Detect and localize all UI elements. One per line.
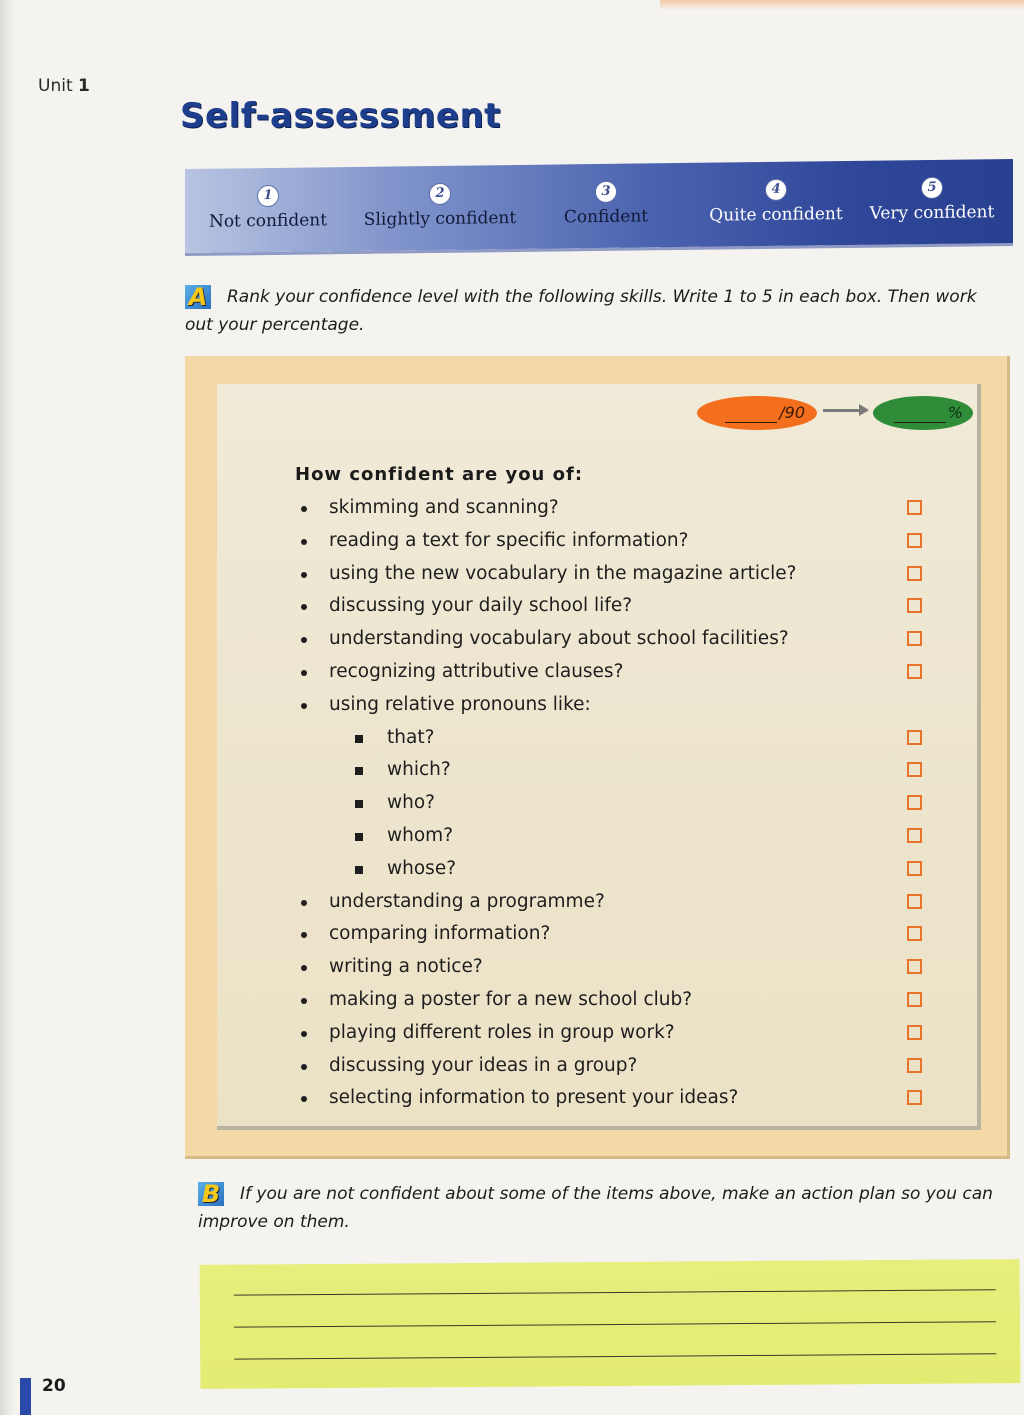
rating-box[interactable]: [907, 1025, 922, 1040]
checklist-item-label: making a poster for a new school club?: [329, 988, 693, 1010]
checklist-subitem: [217, 820, 977, 853]
rating-box[interactable]: [907, 894, 922, 909]
rating-box[interactable]: [907, 926, 922, 941]
bullet-icon: [301, 539, 307, 545]
scale-label: Quite confident: [709, 204, 843, 226]
score-field[interactable]: [697, 396, 817, 430]
bullet-icon: [301, 1096, 307, 1102]
scale-label: Confident: [563, 206, 649, 228]
bullet-icon: [301, 703, 307, 709]
checklist-item: [217, 623, 977, 656]
scale-item-1: [185, 183, 351, 232]
section-b-instruction: [198, 1180, 1013, 1236]
checklist-item-label: writing a notice?: [329, 956, 483, 978]
scale-number: 2: [429, 183, 451, 205]
confidence-scale-bar: [185, 159, 1013, 253]
checklist-item-label: recognizing attributive clauses?: [329, 660, 624, 682]
percent-sign: %: [947, 403, 963, 422]
bullet-icon: [301, 900, 307, 906]
rating-box[interactable]: [907, 566, 922, 581]
scale-number: 3: [595, 181, 617, 203]
square-bullet-icon: [355, 767, 363, 775]
page-tab: [20, 1378, 31, 1415]
checklist-subitem: [217, 853, 977, 886]
checklist-item: [217, 1017, 977, 1050]
section-a-letter: A: [185, 285, 211, 309]
checklist-subitem: [217, 754, 977, 787]
rating-box[interactable]: [907, 500, 922, 515]
scale-item-3: [523, 179, 689, 228]
square-bullet-icon: [355, 735, 363, 743]
unit-number: 1: [78, 76, 90, 96]
rating-box[interactable]: [907, 762, 922, 777]
checklist-item-label: playing different roles in group work?: [329, 1021, 675, 1043]
scale-item-4: [693, 177, 859, 226]
checklist-item: [217, 1050, 977, 1083]
scale-number: 5: [921, 177, 943, 199]
checklist-item-label: understanding vocabulary about school facilities?: [329, 628, 789, 650]
checklist-item: [217, 1082, 977, 1115]
checklist-item-label: using relative pronouns like:: [329, 693, 591, 715]
arrow-icon: [823, 409, 867, 412]
checklist-items: [217, 492, 977, 1115]
unit-prefix: Unit: [38, 76, 73, 96]
square-bullet-icon: [355, 800, 363, 808]
checklist-item: [217, 886, 977, 919]
rating-box[interactable]: [907, 959, 922, 974]
bullet-icon: [301, 572, 307, 578]
bullet-icon: [301, 604, 307, 610]
rating-box[interactable]: [907, 730, 922, 745]
unit-label: [38, 76, 90, 96]
bullet-icon: [301, 1064, 307, 1070]
page-title: Self-assessment: [180, 96, 501, 136]
checklist-item-label: using the new vocabulary in the magazine article?: [329, 562, 797, 584]
scale-item-5: [849, 175, 1015, 224]
writing-line[interactable]: [234, 1289, 996, 1295]
checklist-item: [217, 558, 977, 591]
rating-box[interactable]: [907, 598, 922, 613]
percentage-blank[interactable]: [894, 404, 946, 423]
rating-box[interactable]: [907, 795, 922, 810]
bullet-icon: [301, 932, 307, 938]
checklist-item-label: that?: [387, 726, 435, 748]
checklist-panel: [185, 356, 1010, 1159]
checklist-item-label: who?: [387, 792, 435, 814]
checklist-card: [217, 384, 981, 1130]
checklist-item: [217, 590, 977, 623]
section-b-text: If you are not confident about some of the items above, make an action plan so you can improve on them.: [198, 1184, 993, 1232]
square-bullet-icon: [355, 866, 363, 874]
rating-box[interactable]: [907, 1058, 922, 1073]
rating-box[interactable]: [907, 533, 922, 548]
bullet-icon: [301, 637, 307, 643]
page-edge: [0, 0, 14, 1415]
score-blank[interactable]: [725, 404, 777, 423]
checklist-item-label: skimming and scanning?: [329, 497, 559, 518]
rating-box[interactable]: [907, 992, 922, 1007]
checklist-item: [217, 984, 977, 1017]
rating-box[interactable]: [907, 828, 922, 843]
checklist-item: [217, 951, 977, 984]
scale-label: Slightly confident: [363, 208, 517, 230]
section-a-instruction: [185, 283, 985, 339]
checklist-item-label: reading a text for specific information?: [329, 529, 689, 551]
top-bleed: [660, 0, 1024, 10]
checklist-subitem: [217, 787, 977, 820]
rating-box[interactable]: [907, 861, 922, 876]
checklist-item-label: selecting information to present your ideas?: [329, 1087, 739, 1109]
checklist-heading: How confident are you of:: [295, 464, 584, 485]
scale-number: 1: [257, 185, 279, 207]
bullet-icon: [301, 506, 307, 512]
rating-box[interactable]: [907, 631, 922, 646]
scale-label: Very confident: [869, 202, 995, 224]
checklist-item-label: whose?: [387, 857, 457, 879]
writing-line[interactable]: [234, 1353, 996, 1359]
rating-box[interactable]: [907, 1090, 922, 1105]
checklist-subitem: [217, 722, 977, 755]
checklist-item: [217, 492, 977, 525]
scale-item-2: [357, 181, 523, 230]
bullet-icon: [301, 998, 307, 1004]
checklist-item-label: discussing your daily school life?: [329, 595, 633, 617]
page-number: 20: [42, 1376, 66, 1396]
checklist-item: [217, 656, 977, 689]
bullet-icon: [301, 670, 307, 676]
scale-number: 4: [765, 179, 787, 201]
checklist-item-label: comparing information?: [329, 923, 551, 945]
checklist-item-label: which?: [387, 759, 451, 781]
rating-box[interactable]: [907, 664, 922, 679]
checklist-item: [217, 918, 977, 951]
score-denominator: /90: [779, 403, 805, 422]
checklist-item-label: discussing your ideas in a group?: [329, 1054, 638, 1076]
section-a-text: Rank your confidence level with the following skills. Write 1 to 5 in each box. Then work out your percentage.: [185, 287, 977, 335]
checklist-item-label: whom?: [387, 824, 454, 846]
percentage-field[interactable]: [873, 396, 973, 430]
section-b-letter: B: [198, 1182, 224, 1206]
checklist-item-label: understanding a programme?: [329, 890, 605, 912]
bullet-icon: [301, 965, 307, 971]
checklist-item: [217, 689, 977, 722]
action-plan-area[interactable]: [200, 1259, 1021, 1389]
square-bullet-icon: [355, 833, 363, 841]
bullet-icon: [301, 1031, 307, 1037]
checklist-item: [217, 525, 977, 558]
writing-line[interactable]: [234, 1321, 996, 1327]
scale-label: Not confident: [208, 210, 328, 232]
